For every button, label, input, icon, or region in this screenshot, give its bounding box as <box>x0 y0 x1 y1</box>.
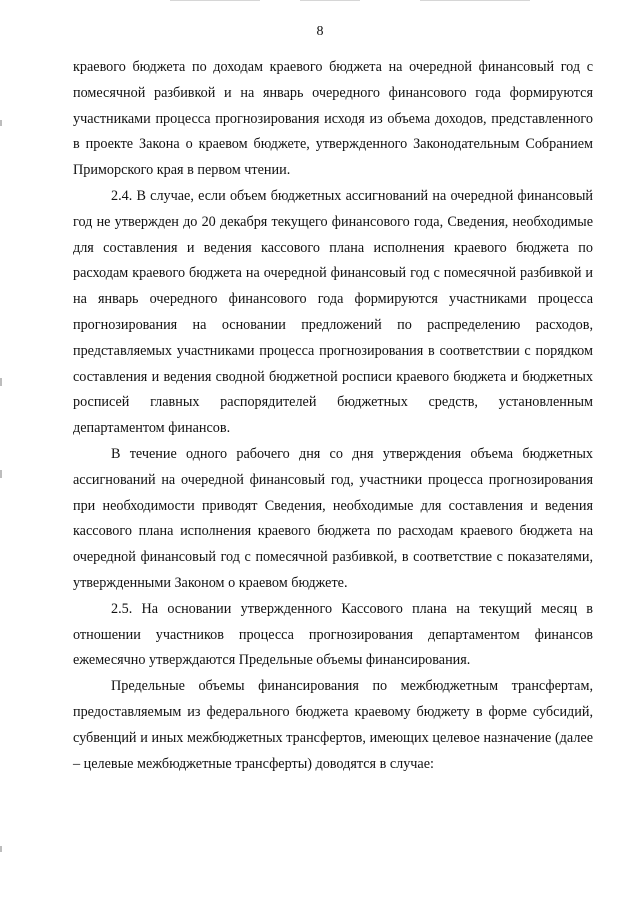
paragraph: Предельные объемы финансирования по межбюджетным трансфертам, предоставляемым из федерального бюджета краевому бюджету в форме субсидий, субвенций и иных межбюджетных трансфертов, имеющих целевое назначение (далее – целевые межбюджетные трансферты) доводятся в случае: <box>73 678 593 772</box>
scan-edge-mark <box>0 846 2 852</box>
paragraph: В течение одного рабочего дня со дня утверждения объема бюджетных ассигнований на очередной финансовый год, участники процесса прогнозирования при необходимости приводят Сведения, необходимые для составления и ведения кассового плана исполнения краевого бюджета по расходам краевого бюджета на очередной финансовый год с помесячной разбивкой, в соответствие с показателями, утвержденными Законом о краевом бюджете. <box>73 445 593 591</box>
scan-edge-mark <box>0 378 2 386</box>
paragraph: краевого бюджета по доходам краевого бюджета на очередной финансовый год с помесячной разбивкой и на январь очередного финансового года формируются участниками процесса прогнозирования исходя из объема доходов, представленного в проекте Закона о краевом бюджете, утвержденного Законодательным Собранием Приморского края в первом чтении. <box>73 59 593 179</box>
scan-edge-line <box>170 0 260 1</box>
scan-edge-line <box>420 0 530 1</box>
paragraph: 2.4. В случае, если объем бюджетных ассигнований на очередной финансовый год не утвержден до 20 декабря текущего финансового года, Сведения, необходимые для составления и ведения кассового плана исполнения краевого бюджета по расходам краевого бюджета на очередной финансовый год с помесячной разбивкой и на январь очередного финансового года формируются участниками процесса прогнозирования на основании предложений по распределению расходов, представляемых участниками процесса прогнозирования в соответствии с порядком составления и ведения сводной бюджетной росписи краевого бюджета и бюджетных росписей главных распорядителей бюджетных средств, установленным департаментом финансов. <box>73 187 593 437</box>
scan-edge-mark <box>0 120 2 126</box>
paragraph: 2.5. На основании утвержденного Кассового плана на текущий месяц в отношении участников процесса прогнозирования департаментом финансов ежемесячно утверждаются Предельные объемы финансирования. <box>73 600 593 669</box>
scan-edge-line <box>300 0 360 1</box>
document-body <box>73 55 593 777</box>
page-number: 8 <box>316 24 324 39</box>
scan-edge-mark <box>0 470 2 478</box>
